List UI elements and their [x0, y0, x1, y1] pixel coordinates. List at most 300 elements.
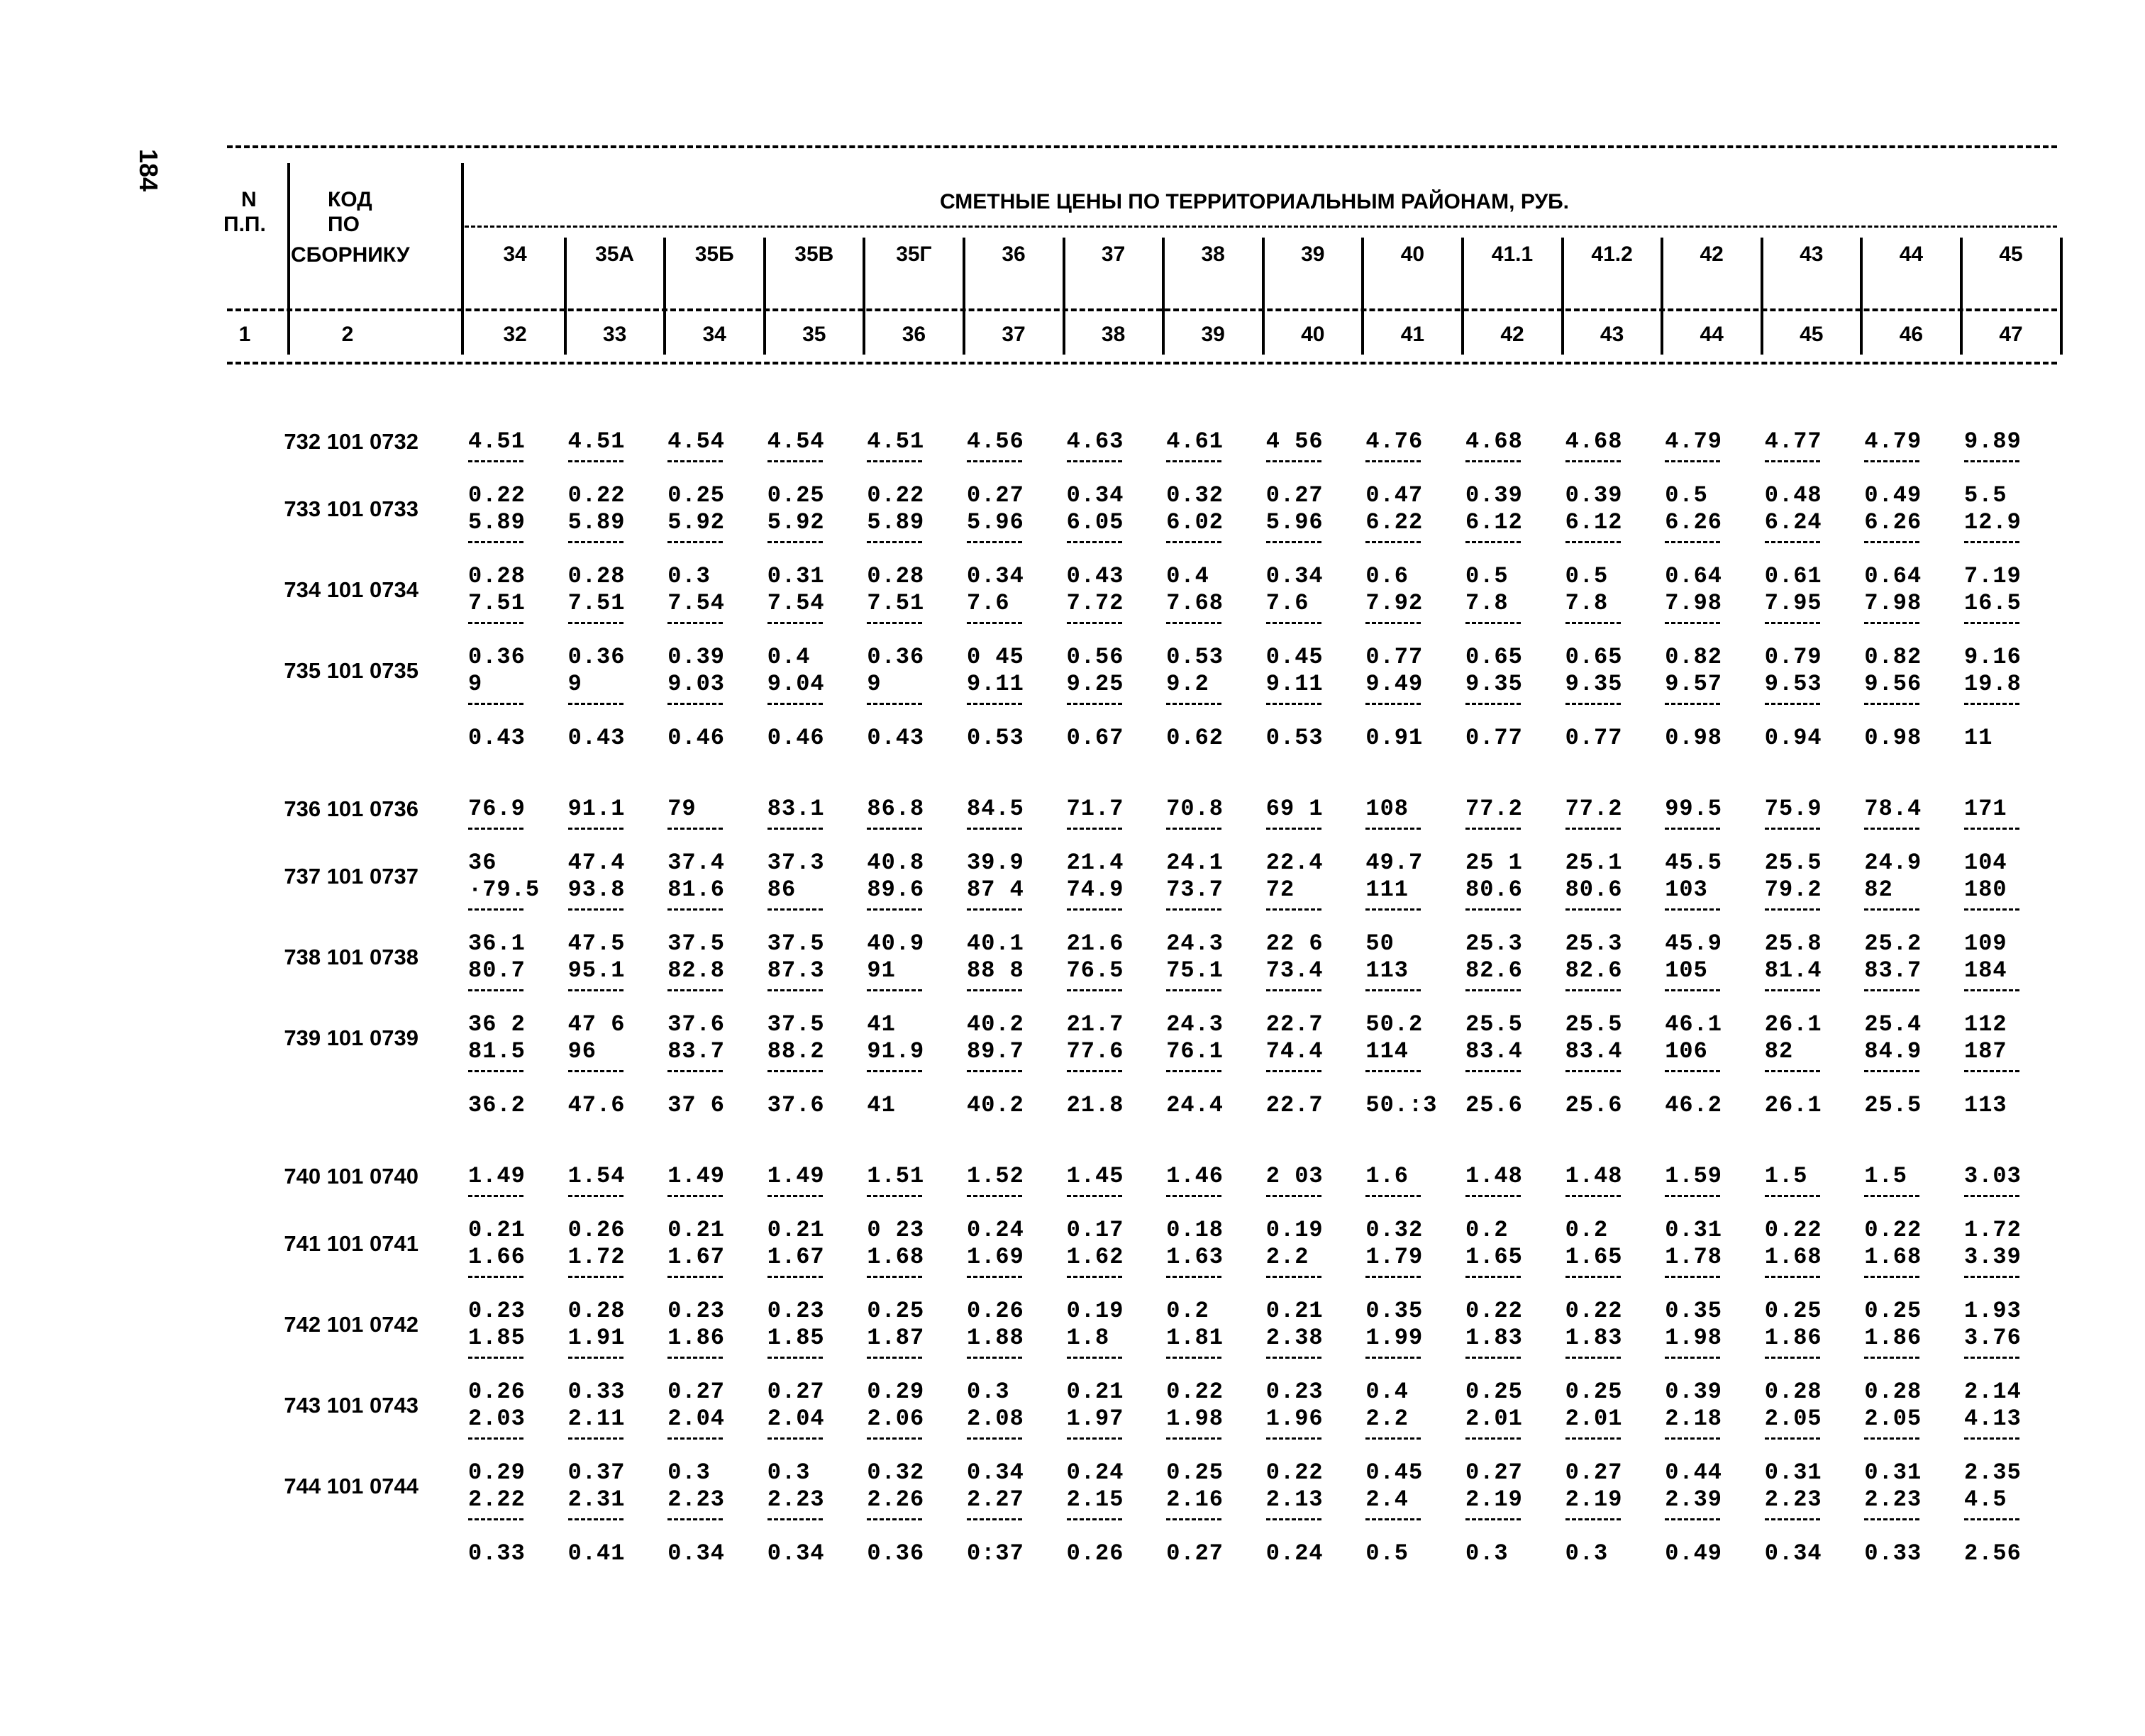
- price-cell: 2.2: [1365, 1406, 1409, 1432]
- price-cell: 83.1: [767, 796, 825, 822]
- column-separator: [1262, 238, 1265, 355]
- price-cell: 1.81: [1166, 1325, 1224, 1351]
- fraction-divider: [1665, 703, 1720, 705]
- price-cell: 36 2: [468, 1011, 526, 1037]
- price-cell: 0.82: [1665, 644, 1722, 670]
- fraction-divider: [568, 460, 623, 462]
- price-cell: 46.1: [1665, 1011, 1722, 1037]
- fraction-divider: [967, 989, 1022, 991]
- price-cell: 40.9: [867, 930, 925, 957]
- fraction-divider: [967, 1357, 1022, 1359]
- price-cell: 36: [468, 850, 497, 876]
- fraction-divider: [1067, 1070, 1122, 1072]
- fraction-divider: [967, 1518, 1022, 1520]
- price-cell: 5.96: [1265, 509, 1324, 535]
- fraction-divider: [767, 1070, 823, 1072]
- fraction-divider: [1964, 703, 2019, 705]
- price-cell: 184: [1964, 957, 2007, 984]
- fraction-divider: [1665, 1437, 1720, 1440]
- fraction-divider: [1565, 1518, 1621, 1520]
- price-cell: 9.35: [1465, 671, 1523, 697]
- price-cell: 7.8: [1565, 590, 1609, 616]
- price-cell: 4.79: [1665, 428, 1722, 455]
- price-cell: 7.54: [667, 590, 725, 616]
- district-header: 35Г: [896, 243, 932, 266]
- price-cell: 2.01: [1565, 1406, 1623, 1432]
- price-cell: 0.34: [1265, 563, 1324, 589]
- price-cell: 88 8: [967, 957, 1024, 984]
- column-separator: [1960, 238, 1963, 355]
- price-cell: 0.22: [1565, 1298, 1623, 1324]
- price-cell: 6.26: [1665, 509, 1722, 535]
- price-cell: 50.2: [1365, 1011, 1424, 1037]
- fraction-divider: [967, 1070, 1022, 1072]
- district-header: 36: [1002, 243, 1026, 266]
- price-cell: 0.61: [1764, 563, 1822, 589]
- price-cell: 82: [1864, 877, 1893, 903]
- price-cell: 0.24: [1265, 1540, 1324, 1567]
- price-cell: 4.54: [667, 428, 725, 455]
- district-header: 35А: [595, 243, 635, 266]
- column-number: 47: [1999, 323, 2023, 346]
- price-cell: 0.4: [1365, 1379, 1409, 1405]
- fraction-divider: [1365, 1437, 1421, 1440]
- district-header: 38: [1201, 243, 1225, 266]
- price-cell: 0.24: [1066, 1459, 1124, 1486]
- fraction-divider: [1964, 622, 2019, 624]
- fraction-divider: [568, 989, 623, 991]
- price-cell: 0.39: [1565, 482, 1623, 508]
- price-cell: 70.8: [1166, 796, 1224, 822]
- price-cell: 74.9: [1066, 877, 1124, 903]
- price-cell: 47.6: [567, 1092, 626, 1118]
- price-cell: 0.41: [567, 1540, 626, 1567]
- price-cell: 76.1: [1166, 1038, 1224, 1064]
- price-cell: 24.1: [1166, 850, 1224, 876]
- price-cell: 0.25: [667, 482, 725, 508]
- price-cell: 0.49: [1665, 1540, 1722, 1567]
- fraction-divider: [1565, 1437, 1621, 1440]
- price-cell: ·79.5: [468, 877, 541, 903]
- row-code: 738 101 0738: [284, 945, 419, 969]
- row-code: 740 101 0740: [284, 1164, 419, 1189]
- fraction-divider: [1765, 541, 1820, 543]
- fraction-divider: [1565, 1195, 1621, 1197]
- price-cell: 0.5: [1565, 563, 1609, 589]
- fraction-divider: [1665, 541, 1720, 543]
- price-cell: 1.52: [967, 1163, 1024, 1189]
- fraction-divider: [867, 460, 922, 462]
- price-cell: 0.39: [1465, 482, 1523, 508]
- fraction-divider: [867, 703, 922, 705]
- price-cell: 0.45: [1365, 1459, 1424, 1486]
- price-cell: 0.19: [1265, 1217, 1324, 1243]
- price-cell: 1.86: [1764, 1325, 1822, 1351]
- price-cell: 0.39: [667, 644, 725, 670]
- row-code: 736 101 0736: [284, 796, 419, 821]
- price-cell: 0.3: [667, 1459, 711, 1486]
- price-cell: 7.98: [1665, 590, 1722, 616]
- price-cell: 88.2: [767, 1038, 825, 1064]
- price-cell: 0.27: [667, 1379, 725, 1405]
- price-cell: 86.8: [867, 796, 925, 822]
- fraction-divider: [468, 1276, 523, 1278]
- price-cell: 0.22: [1465, 1298, 1523, 1324]
- price-cell: 0.62: [1166, 725, 1224, 751]
- price-cell: 9.11: [967, 671, 1024, 697]
- fraction-divider: [1864, 1276, 1919, 1278]
- fraction-divider: [1067, 908, 1122, 911]
- fraction-divider: [468, 541, 523, 543]
- price-cell: 4.51: [567, 428, 626, 455]
- price-cell: 0.2: [1565, 1217, 1609, 1243]
- fraction-divider: [1067, 1518, 1122, 1520]
- fraction-divider: [1465, 1357, 1521, 1359]
- row-code: 735 101 0735: [284, 658, 419, 683]
- price-cell: 5.92: [767, 509, 825, 535]
- price-cell: 9: [468, 671, 483, 697]
- price-cell: 7.19: [1964, 563, 2022, 589]
- price-cell: 93.8: [567, 877, 626, 903]
- fraction-divider: [667, 1276, 723, 1278]
- price-cell: 0.65: [1465, 644, 1523, 670]
- district-header: 35В: [794, 243, 834, 266]
- page-number: 184: [134, 149, 163, 192]
- price-cell: 25.6: [1465, 1092, 1523, 1118]
- fraction-divider: [767, 1357, 823, 1359]
- price-cell: 0.18: [1166, 1217, 1224, 1243]
- header-col2-bottom: СБОРНИКУ: [291, 243, 410, 267]
- price-cell: 2.56: [1964, 1540, 2022, 1567]
- fraction-divider: [1765, 1195, 1820, 1197]
- price-cell: 0.22: [1864, 1217, 1922, 1243]
- fraction-divider: [468, 1070, 523, 1072]
- price-cell: 0.22: [567, 482, 626, 508]
- district-header: 44: [1899, 243, 1924, 266]
- fraction-divider: [667, 460, 723, 462]
- price-cell: 82: [1764, 1038, 1794, 1064]
- price-cell: 99.5: [1665, 796, 1722, 822]
- fraction-divider: [1067, 1195, 1122, 1197]
- price-cell: 6.02: [1166, 509, 1224, 535]
- price-cell: 187: [1964, 1038, 2007, 1064]
- fraction-divider: [667, 1357, 723, 1359]
- price-cell: 21.6: [1066, 930, 1124, 957]
- fraction-divider: [1765, 989, 1820, 991]
- price-cell: 80.6: [1465, 877, 1523, 903]
- price-cell: 0.36: [468, 644, 526, 670]
- price-cell: 0.21: [667, 1217, 725, 1243]
- fraction-divider: [1365, 908, 1421, 911]
- column-number: 38: [1101, 323, 1126, 346]
- column-number: 41: [1400, 323, 1425, 346]
- fraction-divider: [1665, 1357, 1720, 1359]
- price-cell: 6.26: [1864, 509, 1922, 535]
- price-cell: 0.36: [867, 1540, 925, 1567]
- fraction-divider: [767, 908, 823, 911]
- fraction-divider: [967, 622, 1022, 624]
- price-cell: 7.51: [567, 590, 626, 616]
- price-cell: 0 23: [867, 1217, 925, 1243]
- price-cell: 39.9: [967, 850, 1024, 876]
- price-cell: 0.67: [1066, 725, 1124, 751]
- price-cell: 7.98: [1864, 590, 1922, 616]
- price-cell: 9: [867, 671, 882, 697]
- fraction-divider: [767, 828, 823, 830]
- fraction-divider: [1964, 1276, 2019, 1278]
- row-code: 734 101 0734: [284, 577, 419, 602]
- header-bottom-rule: [227, 362, 2057, 365]
- price-cell: 79.2: [1764, 877, 1822, 903]
- price-cell: 25.8: [1764, 930, 1822, 957]
- price-cell: 0.33: [468, 1540, 526, 1567]
- price-cell: 79: [667, 796, 697, 822]
- price-cell: 74.4: [1265, 1038, 1324, 1064]
- district-header: 39: [1301, 243, 1325, 266]
- fraction-divider: [1266, 1437, 1321, 1440]
- price-cell: 91.9: [867, 1038, 925, 1064]
- price-cell: 45.5: [1665, 850, 1722, 876]
- price-cell: 1.49: [468, 1163, 526, 1189]
- price-cell: 108: [1365, 796, 1409, 822]
- price-cell: 1.51: [867, 1163, 925, 1189]
- price-cell: 0.44: [1665, 1459, 1722, 1486]
- header-col2-mid: ПО: [328, 213, 360, 236]
- price-cell: 0.17: [1066, 1217, 1124, 1243]
- price-cell: 16.5: [1964, 590, 2022, 616]
- district-header: 41.1: [1491, 243, 1534, 266]
- price-cell: 6.05: [1066, 509, 1124, 535]
- fraction-divider: [1565, 622, 1621, 624]
- price-cell: 2.01: [1465, 1406, 1523, 1432]
- fraction-divider: [1266, 703, 1321, 705]
- price-cell: 89.6: [867, 877, 925, 903]
- price-cell: 1.67: [667, 1244, 725, 1270]
- price-cell: 37.5: [667, 930, 725, 957]
- fraction-divider: [1465, 828, 1521, 830]
- price-cell: 1.8: [1066, 1325, 1110, 1351]
- price-cell: 103: [1665, 877, 1708, 903]
- fraction-divider: [1665, 828, 1720, 830]
- fraction-divider: [967, 828, 1022, 830]
- fraction-divider: [1964, 1437, 2019, 1440]
- header-title-rule: [465, 226, 2057, 228]
- price-cell: 2.19: [1465, 1486, 1523, 1513]
- fraction-divider: [1465, 908, 1521, 911]
- price-cell: 40.2: [967, 1011, 1024, 1037]
- price-cell: 4.63: [1066, 428, 1124, 455]
- price-cell: 82.6: [1465, 957, 1523, 984]
- price-cell: 1.86: [667, 1325, 725, 1351]
- fraction-divider: [1365, 1070, 1421, 1072]
- price-cell: 0.64: [1864, 563, 1922, 589]
- fraction-divider: [867, 1276, 922, 1278]
- fraction-divider: [1266, 828, 1321, 830]
- fraction-divider: [1166, 1276, 1221, 1278]
- fraction-divider: [1665, 1276, 1720, 1278]
- fraction-divider: [867, 989, 922, 991]
- price-cell: 0.22: [1166, 1379, 1224, 1405]
- price-cell: 9.35: [1565, 671, 1623, 697]
- fraction-divider: [1665, 1518, 1720, 1520]
- price-cell: 2.15: [1066, 1486, 1124, 1513]
- row-code: 733 101 0733: [284, 496, 419, 521]
- price-cell: 4.76: [1365, 428, 1424, 455]
- price-cell: 9.04: [767, 671, 825, 697]
- price-cell: 37.5: [767, 930, 825, 957]
- price-cell: 0.43: [567, 725, 626, 751]
- price-cell: 22 6: [1265, 930, 1324, 957]
- fraction-divider: [1665, 908, 1720, 911]
- fraction-divider: [767, 460, 823, 462]
- price-cell: 0.94: [1764, 725, 1822, 751]
- price-cell: 40.1: [967, 930, 1024, 957]
- price-cell: 1.6: [1365, 1163, 1409, 1189]
- price-cell: 78.4: [1864, 796, 1922, 822]
- fraction-divider: [1565, 541, 1621, 543]
- fraction-divider: [468, 1195, 523, 1197]
- fraction-divider: [1166, 1437, 1221, 1440]
- price-cell: 7.6: [1265, 590, 1309, 616]
- fraction-divider: [468, 460, 523, 462]
- fraction-divider: [667, 703, 723, 705]
- fraction-divider: [1067, 1437, 1122, 1440]
- price-cell: 4.68: [1465, 428, 1523, 455]
- price-cell: 0.5: [1665, 482, 1708, 508]
- price-cell: 21.7: [1066, 1011, 1124, 1037]
- fraction-divider: [767, 1518, 823, 1520]
- price-cell: 1.65: [1465, 1244, 1523, 1270]
- price-cell: 2.04: [767, 1406, 825, 1432]
- price-cell: 0.25: [767, 482, 825, 508]
- fraction-divider: [1067, 1357, 1122, 1359]
- price-cell: 2.23: [667, 1486, 725, 1513]
- fraction-divider: [967, 460, 1022, 462]
- price-cell: 73.4: [1265, 957, 1324, 984]
- price-cell: 22.7: [1265, 1011, 1324, 1037]
- price-cell: 1.68: [1864, 1244, 1922, 1270]
- price-cell: 1.83: [1565, 1325, 1623, 1351]
- price-cell: 0.27: [967, 482, 1024, 508]
- fraction-divider: [1964, 908, 2019, 911]
- price-cell: 0.77: [1565, 725, 1623, 751]
- price-cell: 77.2: [1465, 796, 1523, 822]
- price-cell: 1.72: [567, 1244, 626, 1270]
- price-cell: 21.8: [1066, 1092, 1124, 1118]
- price-cell: 106: [1665, 1038, 1708, 1064]
- price-cell: 1.91: [567, 1325, 626, 1351]
- price-cell: 19.8: [1964, 671, 2022, 697]
- column-separator: [1761, 238, 1763, 355]
- price-cell: 5.89: [468, 509, 526, 535]
- price-cell: 0.25: [1465, 1379, 1523, 1405]
- price-cell: 75.1: [1166, 957, 1224, 984]
- price-cell: 6.22: [1365, 509, 1424, 535]
- fraction-divider: [568, 703, 623, 705]
- fraction-divider: [1864, 703, 1919, 705]
- price-cell: 1.99: [1365, 1325, 1424, 1351]
- fraction-divider: [1665, 1070, 1720, 1072]
- price-cell: 113: [1964, 1092, 2007, 1118]
- price-cell: 0.24: [967, 1217, 1024, 1243]
- price-cell: 25.5: [1864, 1092, 1922, 1118]
- fraction-divider: [867, 541, 922, 543]
- price-cell: 41: [867, 1092, 896, 1118]
- price-cell: 91.1: [567, 796, 626, 822]
- price-cell: 0.35: [1365, 1298, 1424, 1324]
- price-cell: 0.77: [1465, 725, 1523, 751]
- fraction-divider: [1365, 1518, 1421, 1520]
- price-cell: 0.27: [1166, 1540, 1224, 1567]
- price-cell: 2.31: [567, 1486, 626, 1513]
- column-separator: [1860, 238, 1863, 355]
- fraction-divider: [1964, 828, 2019, 830]
- fraction-divider: [767, 541, 823, 543]
- fraction-divider: [667, 989, 723, 991]
- column-separator: [2060, 238, 2063, 355]
- fraction-divider: [568, 1276, 623, 1278]
- price-cell: 24.9: [1864, 850, 1922, 876]
- fraction-divider: [1166, 703, 1221, 705]
- price-cell: 0.22: [1764, 1217, 1822, 1243]
- price-cell: 0.65: [1565, 644, 1623, 670]
- price-cell: 83.7: [1864, 957, 1922, 984]
- price-cell: 40.2: [967, 1092, 1024, 1118]
- price-cell: 0.47: [1365, 482, 1424, 508]
- price-cell: 7.68: [1166, 590, 1224, 616]
- price-cell: 69 1: [1265, 796, 1324, 822]
- price-cell: 2.39: [1665, 1486, 1722, 1513]
- price-cell: 73.7: [1166, 877, 1224, 903]
- price-cell: 2.16: [1166, 1486, 1224, 1513]
- price-cell: 2.23: [1764, 1486, 1822, 1513]
- price-cell: 47.5: [567, 930, 626, 957]
- price-cell: 0.21: [1265, 1298, 1324, 1324]
- fraction-divider: [468, 622, 523, 624]
- price-cell: 0.82: [1864, 644, 1922, 670]
- fraction-divider: [867, 828, 922, 830]
- price-cell: 0.28: [468, 563, 526, 589]
- price-cell: 25.1: [1565, 850, 1623, 876]
- price-cell: 0.53: [1265, 725, 1324, 751]
- price-cell: 171: [1964, 796, 2007, 822]
- price-cell: 5.96: [967, 509, 1024, 535]
- price-cell: 0.26: [468, 1379, 526, 1405]
- header-separator: [287, 163, 290, 355]
- price-cell: 76.5: [1066, 957, 1124, 984]
- fraction-divider: [767, 989, 823, 991]
- price-cell: 22.4: [1265, 850, 1324, 876]
- fraction-divider: [568, 541, 623, 543]
- price-cell: 4.77: [1764, 428, 1822, 455]
- price-cell: 0.2: [1166, 1298, 1209, 1324]
- fraction-divider: [1864, 1357, 1919, 1359]
- price-cell: 0.33: [1864, 1540, 1922, 1567]
- price-cell: 25.3: [1565, 930, 1623, 957]
- price-cell: 1.87: [867, 1325, 925, 1351]
- district-header: 40: [1400, 243, 1425, 266]
- column-number: 40: [1301, 323, 1325, 346]
- fraction-divider: [1864, 460, 1919, 462]
- fraction-divider: [1565, 703, 1621, 705]
- price-cell: 0.27: [1265, 482, 1324, 508]
- price-cell: 22.7: [1265, 1092, 1324, 1118]
- price-cell: 5.89: [867, 509, 925, 535]
- price-cell: 84.9: [1864, 1038, 1922, 1064]
- price-cell: 2.18: [1665, 1406, 1722, 1432]
- column-separator: [663, 238, 666, 355]
- fraction-divider: [867, 1195, 922, 1197]
